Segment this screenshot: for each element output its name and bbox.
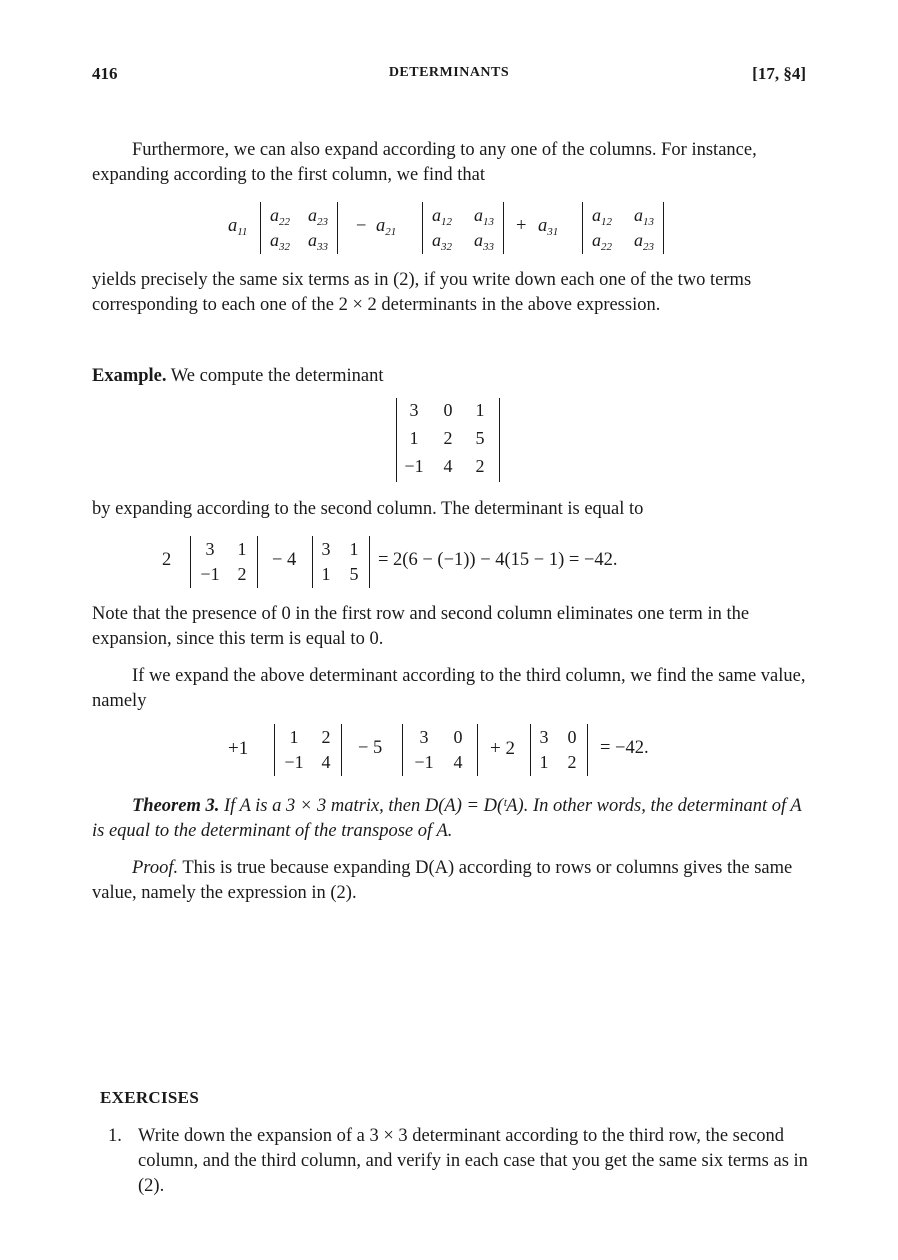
operator-plus: + <box>516 216 527 236</box>
operator-minus: − <box>356 216 367 236</box>
determinant-minor-23: 3 0 −1 4 <box>402 724 478 776</box>
equation-second-column-expansion <box>0 534 898 590</box>
example-intro <box>92 364 806 389</box>
equation-third-column-expansion <box>0 722 898 778</box>
coef-plus1: +1 <box>228 738 249 759</box>
operator-minus-4: − 4 <box>272 550 297 570</box>
proof-label: Proof. <box>132 858 179 878</box>
determinant-minor-31: $a_{12}$ $a_{13}$ $a_{22}$ $a_{23}$ <box>582 202 664 254</box>
exercise-number: 1. <box>108 1126 122 1146</box>
operator-minus-5: − 5 <box>358 738 383 758</box>
determinant-minor-11: $a_{22}$ $a_{23}$ $a_{32}$ $a_{33}$ <box>260 202 338 254</box>
coef-2: 2 <box>162 550 172 570</box>
running-title: DETERMINANTS <box>388 65 510 80</box>
operator-plus-2: + 2 <box>490 738 515 759</box>
paragraph-same-terms: yields precisely the same six terms as in (2), if you write down each one of the two terms corresponding to each one of the 2 × 2 determinants in the above expression. <box>92 270 752 315</box>
equation-first-column-expansion <box>0 200 898 258</box>
theorem-3 <box>92 794 806 844</box>
page-number: 416 <box>92 64 118 83</box>
paragraph-zero-note: Note that the presence of 0 in the first row and second column eliminates one term in the expansion, since this term is equal to 0. <box>92 604 750 649</box>
paragraph-second-column: by expanding according to the second column. The determinant is equal to <box>92 499 644 519</box>
determinant-minor-21: $a_{12}$ $a_{13}$ $a_{32}$ $a_{33}$ <box>422 202 504 254</box>
exercises-heading: EXERCISES <box>100 1088 200 1107</box>
coef-a21: $a_{21}$ <box>376 216 397 238</box>
exercise-text: Write down the expansion of a 3 × 3 determinant according to the third row, the second column, and the third column, and verify in each case that you get the same six terms as in (2). <box>138 1126 808 1196</box>
example-text: We compute the determinant <box>166 366 384 386</box>
proof-text: This is true because expanding D(A) according to rows or columns gives the same value, namely the expression in (2). <box>92 858 793 903</box>
theorem-label: Theorem 3. <box>132 796 220 816</box>
determinant-3x3-example: 3 0 1 1 2 5 −1 4 2 <box>396 398 500 482</box>
equation-result: = 2(6 − (−1)) − 4(15 − 1) = −42. <box>378 550 618 570</box>
section-ref: [17, §4] <box>752 64 806 83</box>
proof <box>92 856 806 906</box>
equation-result: = −42. <box>600 738 649 758</box>
coef-a11: $a_{11}$ <box>228 216 248 238</box>
example-label: Example. <box>92 366 167 386</box>
paragraph-third-column: If we expand the above determinant according to the third column, we find the same value, namely <box>92 666 806 711</box>
determinant-minor-33: 3 0 1 2 <box>530 724 588 776</box>
paragraph-column-expansion: Furthermore, we can also expand according to any one of the columns. For instance, expanding according to the first column, we find that <box>92 140 757 185</box>
running-header <box>92 64 806 90</box>
coef-a31: $a_{31}$ <box>538 216 559 238</box>
theorem-text: If A is a 3 × 3 matrix, then D(A) = D(ᵗA). In other words, the determinant of A is equal to the determinant of the transpose of A. <box>92 796 802 841</box>
determinant-minor-12: 3 1 −1 2 <box>190 536 258 588</box>
determinant-minor-13: 1 2 −1 4 <box>274 724 342 776</box>
determinant-minor-32: 3 1 1 5 <box>312 536 370 588</box>
